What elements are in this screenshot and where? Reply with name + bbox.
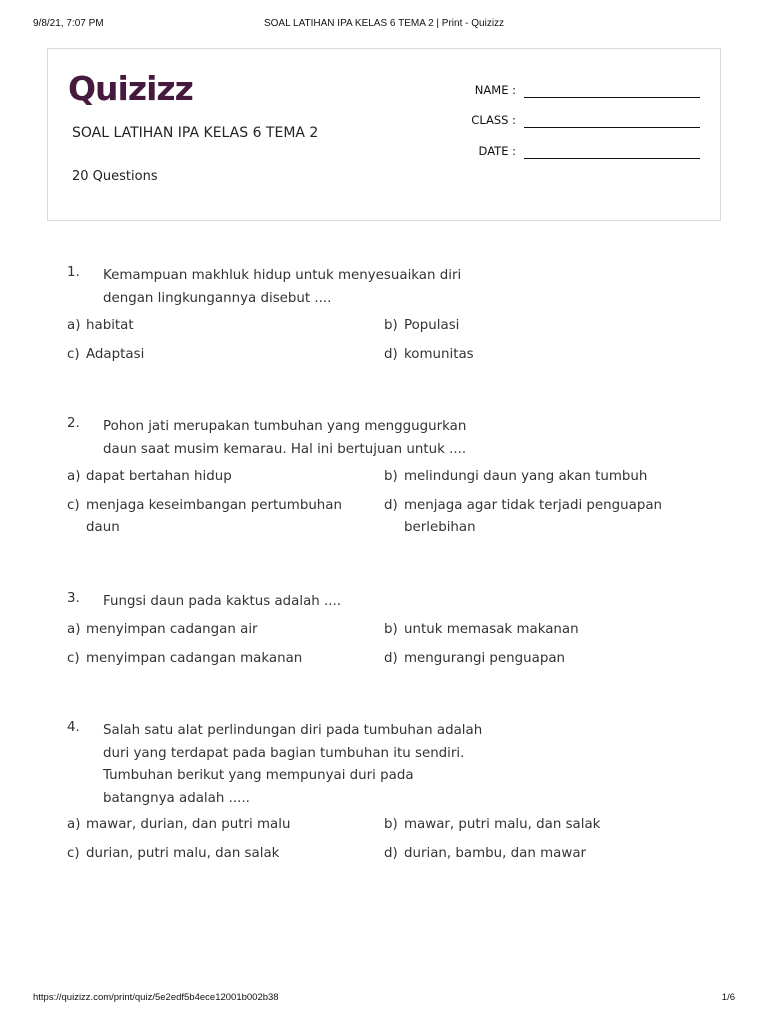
option-text: dapat bertahan hidup xyxy=(86,469,232,484)
question-number: 3. xyxy=(67,591,80,606)
option-line: berlebihan xyxy=(404,520,476,535)
question-line: Salah satu alat perlindungan diri pada tumbuhan adalah xyxy=(103,723,483,738)
question-line: Pohon jati merupakan tumbuhan yang menggugurkan xyxy=(103,419,467,434)
option-line: daun xyxy=(86,520,120,535)
logo-text: Quizizz xyxy=(68,69,193,108)
date-line[interactable] xyxy=(524,158,700,159)
option-text: menyimpan cadangan air xyxy=(86,622,258,637)
print-header xyxy=(0,18,768,32)
question-text xyxy=(103,265,483,310)
option-letter: c) xyxy=(67,846,80,861)
option-text: mawar, putri malu, dan salak xyxy=(404,817,601,832)
print-datetime: 9/8/21, 7:07 PM xyxy=(33,18,104,29)
option-letter: d) xyxy=(384,846,398,861)
option-text: durian, bambu, dan mawar xyxy=(404,846,587,861)
footer-url[interactable]: https://quizizz.com/print/quiz/5e2edf5b4ece12001b002b38 xyxy=(33,992,279,1003)
question-number: 1. xyxy=(67,265,80,280)
option-letter: c) xyxy=(67,498,80,513)
option-letter: d) xyxy=(384,651,398,666)
question-number: 2. xyxy=(67,416,80,431)
question-line: batangnya adalah ..... xyxy=(103,790,250,806)
date-label: DATE : xyxy=(478,144,516,158)
option-letter: b) xyxy=(384,469,398,484)
option-text: Populasi xyxy=(404,318,460,333)
question-line: daun saat musim kemarau. Hal ini bertujuan untuk .... xyxy=(103,441,467,457)
option-letter: b) xyxy=(384,817,398,832)
option-text xyxy=(86,495,346,539)
name-line[interactable] xyxy=(524,97,700,98)
option-letter: a) xyxy=(67,469,81,484)
quiz-title: SOAL LATIHAN IPA KELAS 6 TEMA 2 xyxy=(72,125,319,141)
class-label: CLASS : xyxy=(471,113,516,127)
name-label: NAME : xyxy=(474,83,516,97)
option-letter: c) xyxy=(67,347,80,362)
option-text: mengurangi penguapan xyxy=(404,651,566,666)
option-letter: b) xyxy=(384,622,398,637)
option-text: habitat xyxy=(86,318,134,333)
option-text: melindungi daun yang akan tumbuh xyxy=(404,469,648,484)
option-letter: c) xyxy=(67,651,80,666)
question-text xyxy=(103,416,523,461)
option-line: menjaga agar tidak terjadi penguapan xyxy=(404,498,663,513)
class-line[interactable] xyxy=(524,127,700,128)
option-text: menyimpan cadangan makanan xyxy=(86,651,303,666)
option-text xyxy=(404,495,664,539)
option-text: mawar, durian, dan putri malu xyxy=(86,817,291,832)
question-text xyxy=(103,720,523,810)
question-count: 20 Questions xyxy=(72,169,158,184)
quiz-header-card xyxy=(47,48,721,221)
question-number: 4. xyxy=(67,720,80,735)
option-text: untuk memasak makanan xyxy=(404,622,579,637)
option-letter: b) xyxy=(384,318,398,333)
question-line: duri yang terdapat pada bagian tumbuhan itu sendiri. xyxy=(103,745,465,761)
question-line: Kemampuan makhluk hidup untuk menyesuaikan diri xyxy=(103,268,462,283)
question-line: Fungsi daun pada kaktus adalah .... xyxy=(103,594,342,609)
option-letter: d) xyxy=(384,347,398,362)
option-line: menjaga keseimbangan pertumbuhan xyxy=(86,498,342,513)
question-line: dengan lingkungannya disebut .... xyxy=(103,290,332,306)
option-text: Adaptasi xyxy=(86,347,145,362)
option-text: durian, putri malu, dan salak xyxy=(86,846,280,861)
option-letter: d) xyxy=(384,498,398,513)
question-line: Tumbuhan berikut yang mempunyai duri pada xyxy=(103,768,414,783)
option-text: komunitas xyxy=(404,347,474,362)
option-letter: a) xyxy=(67,622,81,637)
print-page-title: SOAL LATIHAN IPA KELAS 6 TEMA 2 | Print - Quizizz xyxy=(263,18,505,29)
page-number: 1/6 xyxy=(721,992,735,1003)
option-letter: a) xyxy=(67,817,81,832)
question-text xyxy=(103,591,483,614)
option-letter: a) xyxy=(67,318,81,333)
